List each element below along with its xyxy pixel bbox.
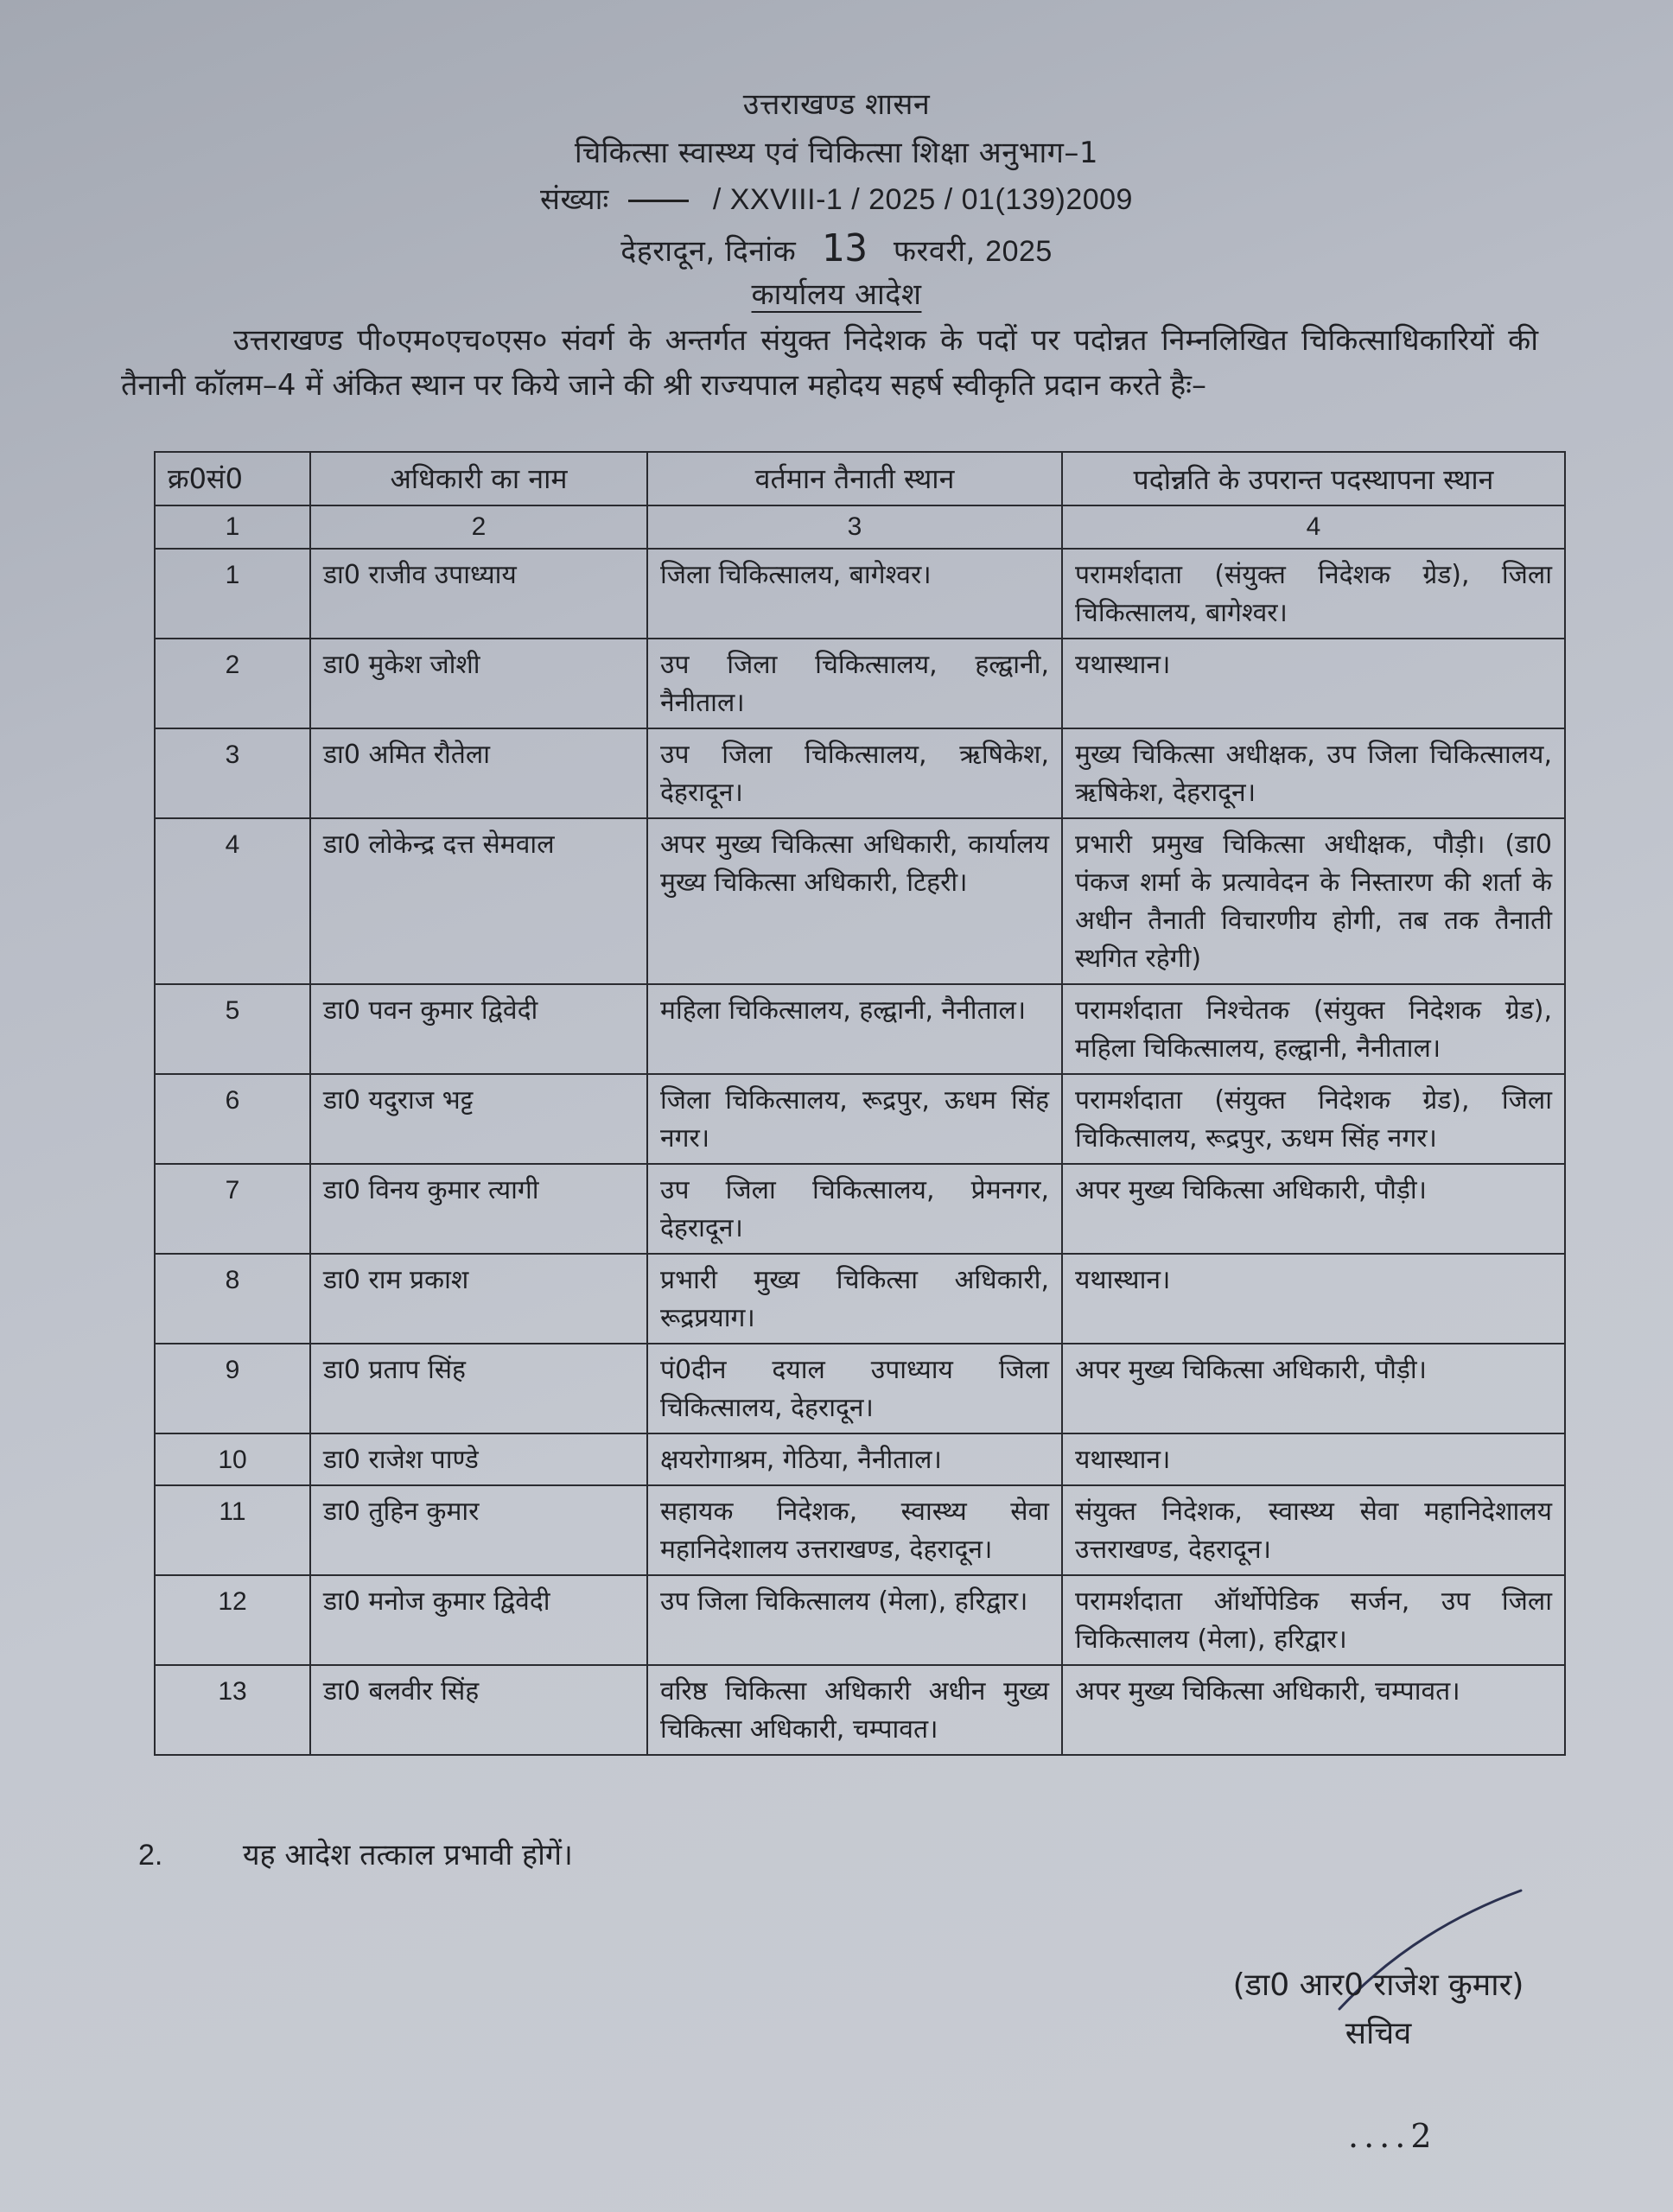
current-posting: वरिष्ठ चिकित्सा अधिकारी अधीन मुख्य चिकित्सा अधिकारी, चम्पावत। (647, 1665, 1062, 1755)
order-title-text: कार्यालय आदेश (751, 277, 922, 312)
officer-name: डा0 लोकेन्द्र दत्त सेमवाल (310, 818, 647, 984)
new-posting: यथास्थान। (1062, 1433, 1565, 1485)
current-posting: उप जिला चिकित्सालय (मेला), हरिद्वार। (647, 1575, 1062, 1665)
intro-paragraph (121, 318, 1538, 408)
date-year: 2025 (985, 235, 1053, 268)
new-posting: परामर्शदाता (संयुक्त निदेशक ग्रेड), जिला चिकित्सालय, रूद्रपुर, ऊधम सिंह नगर। (1062, 1074, 1565, 1164)
table-row (155, 1254, 1565, 1344)
new-posting: यथास्थान। (1062, 639, 1565, 728)
officer-name: डा0 बलवीर सिंह (310, 1665, 647, 1755)
table-row (155, 1665, 1565, 1755)
officer-name: डा0 राजीव उपाध्याय (310, 549, 647, 639)
officer-name: डा0 मनोज कुमार द्विवेदी (310, 1575, 647, 1665)
new-posting: प्रभारी प्रमुख चिकित्सा अधीक्षक, पौड़ी। (डा0 पंकज शर्मा के प्रत्यावेदन के निस्तारण की शर्ता के अधीन तैनाती विचारणीय होगी, तब तक तैनाती स्थगित रहेगी) (1062, 818, 1565, 984)
posting-table (154, 451, 1566, 1756)
handwritten-date-day: 13 (821, 226, 868, 270)
current-posting: जिला चिकित्सालय, रूद्रपुर, ऊधम सिंह नगर। (647, 1074, 1062, 1164)
new-posting: संयुक्त निदेशक, स्वास्थ्य सेवा महानिदेशालय उत्तराखण्ड, देहरादून। (1062, 1485, 1565, 1575)
table-row (155, 984, 1565, 1074)
serial-number: 9 (155, 1344, 310, 1433)
new-posting: अपर मुख्य चिकित्सा अधिकारी, चम्पावत। (1062, 1665, 1565, 1755)
serial-number: 4 (155, 818, 310, 984)
current-posting: महिला चिकित्सालय, हल्द्वानी, नैनीताल। (647, 984, 1062, 1074)
new-posting: अपर मुख्य चिकित्सा अधिकारी, पौड़ी। (1062, 1164, 1565, 1254)
current-posting: उप जिला चिकित्सालय, ऋषिकेश, देहरादून। (647, 728, 1062, 818)
officer-name: डा0 तुहिन कुमार (310, 1485, 647, 1575)
column-number: 4 (1062, 505, 1565, 549)
number-label: संख्याः (540, 182, 609, 217)
blank-number-dash (628, 200, 689, 202)
intro-text: उत्तराखण्ड पी०एम०एच०एस० संवर्ग के अन्तर्गत संयुक्त निदेशक के पदों पर पदोन्नत निम्नलिखित चिकित्साधिकारियों की तैनानी कॉलम–4 में अंकित स्थान पर किये जाने की श्री राज्यपाल महोदय सहर्ष स्वीकृति प्रदान करते हैः– (121, 323, 1538, 403)
serial-number: 6 (155, 1074, 310, 1164)
serial-number: 3 (155, 728, 310, 818)
reference-number (0, 178, 1673, 218)
new-posting: अपर मुख्य चिकित्सा अधिकारी, पौड़ी। (1062, 1344, 1565, 1433)
header-current-posting: वर्तमान तैनाती स्थान (647, 452, 1062, 505)
signer-designation: सचिव (1345, 2016, 1412, 2051)
current-posting: सहायक निदेशक, स्वास्थ्य सेवा महानिदेशालय उत्तराखण्ड, देहरादून। (647, 1485, 1062, 1575)
table-row (155, 549, 1565, 639)
table-row (155, 1164, 1565, 1254)
department-heading: चिकित्सा स्वास्थ्य एवं चिकित्सा शिक्षा अनुभाग–1 (574, 136, 1099, 170)
table-row (155, 639, 1565, 728)
current-posting: उप जिला चिकित्सालय, प्रेमनगर, देहरादून। (647, 1164, 1062, 1254)
current-posting: अपर मुख्य चिकित्सा अधिकारी, कार्यालय मुख्य चिकित्सा अधिकारी, टिहरी। (647, 818, 1062, 984)
paragraph-2 (138, 1834, 573, 1873)
serial-number: 12 (155, 1575, 310, 1665)
officer-name: डा0 मुकेश जोशी (310, 639, 647, 728)
place-date-prefix: देहरादून, दिनांक (620, 234, 797, 269)
table-row (155, 1575, 1565, 1665)
government-heading: उत्तराखण्ड शासन (742, 87, 931, 122)
current-posting: जिला चिकित्सालय, बागेश्वर। (647, 549, 1062, 639)
current-posting: प्रभारी मुख्य चिकित्सा अधिकारी, रूद्रप्रयाग। (647, 1254, 1062, 1344)
serial-number: 11 (155, 1485, 310, 1575)
column-number: 2 (310, 505, 647, 549)
officer-name: डा0 राजेश पाण्डे (310, 1433, 647, 1485)
current-posting: उप जिला चिकित्सालय, हल्द्वानी, नैनीताल। (647, 639, 1062, 728)
table-row (155, 1344, 1565, 1433)
date-month: फरवरी, (893, 234, 976, 269)
new-posting: परामर्शदाता (संयुक्त निदेशक ग्रेड), जिला चिकित्सालय, बागेश्वर। (1062, 549, 1565, 639)
serial-number: 10 (155, 1433, 310, 1485)
officer-name: डा0 अमित रौतेला (310, 728, 647, 818)
new-posting: यथास्थान। (1062, 1254, 1565, 1344)
new-posting: मुख्य चिकित्सा अधीक्षक, उप जिला चिकित्सालय, ऋषिकेश, देहरादून। (1062, 728, 1565, 818)
officer-name: डा0 राम प्रकाश (310, 1254, 647, 1344)
serial-number: 2 (155, 639, 310, 728)
officer-name: डा0 पवन कुमार द्विवेदी (310, 984, 647, 1074)
column-number: 1 (155, 505, 310, 549)
current-posting: पं0दीन दयाल उपाध्याय जिला चिकित्सालय, देहरादून। (647, 1344, 1062, 1433)
serial-number: 5 (155, 984, 310, 1074)
officer-name: डा0 विनय कुमार त्यागी (310, 1164, 647, 1254)
current-posting: क्षयरोगाश्रम, गेठिया, नैनीताल। (647, 1433, 1062, 1485)
table-row (155, 728, 1565, 818)
serial-number: 1 (155, 549, 310, 639)
paragraph-text: यह आदेश तत्काल प्रभावी होगें। (242, 1838, 573, 1872)
table-row (155, 818, 1565, 984)
serial-number: 7 (155, 1164, 310, 1254)
column-number-row (155, 505, 1565, 549)
place-date (0, 226, 1673, 270)
new-posting: परामर्शदाता ऑर्थोपेडिक सर्जन, उप जिला चिकित्सालय (मेला), हरिद्वार। (1062, 1575, 1565, 1665)
header-new-posting: पदोन्नति के उपरान्त पदस्थापना स्थान (1062, 452, 1565, 505)
signature-block (1184, 1961, 1573, 2058)
header-serial: क्र0सं0 (155, 452, 310, 505)
header-officer-name: अधिकारी का नाम (310, 452, 647, 505)
officer-name: डा0 प्रताप सिंह (310, 1344, 647, 1433)
table-row (155, 1485, 1565, 1575)
table-row (155, 1074, 1565, 1164)
serial-number: 13 (155, 1665, 310, 1755)
serial-number: 8 (155, 1254, 310, 1344)
page-continuation: ....2 (1348, 2117, 1437, 2155)
order-title (0, 273, 1673, 313)
paragraph-number: 2. (138, 1839, 163, 1872)
signer-name: (डा0 आर0 राजेश कुमार) (1232, 1967, 1524, 2003)
new-posting: परामर्शदाता निश्चेतक (संयुक्त निदेशक ग्रेड), महिला चिकित्सालय, हल्द्वानी, नैनीताल। (1062, 984, 1565, 1074)
officer-name: डा0 यदुराज भट्ट (310, 1074, 647, 1164)
table-header-row (155, 452, 1565, 505)
table-row (155, 1433, 1565, 1485)
reference-code: / XXVIII-1 / 2025 / 01(139)2009 (712, 183, 1133, 216)
column-number: 3 (647, 505, 1062, 549)
